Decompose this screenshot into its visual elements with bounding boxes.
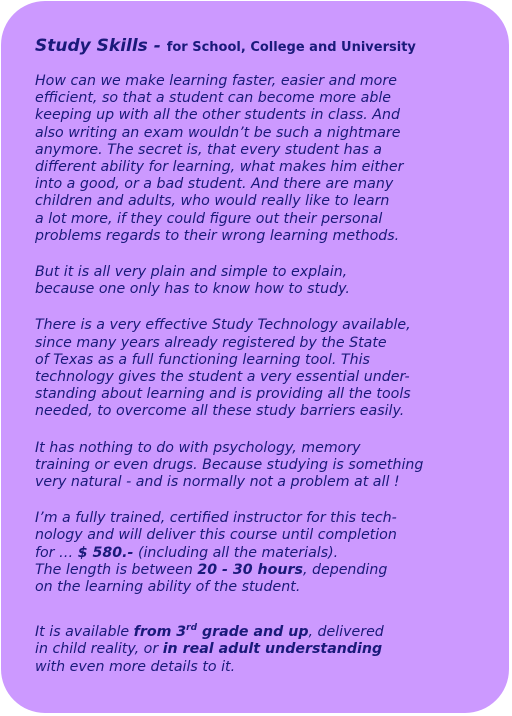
offer-text-3: , depending on the learning ability of the student. xyxy=(35,561,388,596)
grade-level-end: grade and up xyxy=(197,624,309,641)
grade-level-ordinal: rd xyxy=(186,623,198,634)
simple-explanation-paragraph: But it is all very plain and simple to explain, because one only has to know how to study. xyxy=(35,264,350,298)
availability-text-2: , delivered in child reality, or xyxy=(35,624,384,658)
study-skills-card xyxy=(1,1,509,713)
grade-level xyxy=(134,624,309,640)
page-title xyxy=(35,35,487,59)
availability-text-3: with even more details to it. xyxy=(35,658,236,675)
intro-paragraph: How can we make learning faster, easier and more efficient, so that a student can become more able keeping up with all the other students in class. And also writing an exam wouldn’t be such a nightmare anymore. The secret is, that every student has a different ability for learning, what makes him either into a good, or a bad student. And there are many children and adults, who would really like to learn a lot more, if they could figure out their personal problems regards to their wrong learning methods. xyxy=(35,73,404,244)
adult-understanding: in real adult understanding xyxy=(162,641,383,658)
course-price: $ 580.- xyxy=(77,544,134,561)
title-subtitle: for School, College and University xyxy=(166,40,416,55)
title-main: Study Skills - xyxy=(35,36,167,56)
offer-text-2: (including all the materials). The length is between xyxy=(35,544,339,578)
natural-studying-paragraph: It has nothing to do with psychology, memory training or even drugs. Because studying is something very natural - and is normally not a problem at all ! xyxy=(35,439,424,491)
offer-text-1: I’m a fully trained, certified instructor for this tech- nology and will deliver this course until completion for … xyxy=(35,510,397,561)
availability-paragraph xyxy=(35,624,487,676)
course-offer-paragraph xyxy=(35,510,487,596)
study-technology-paragraph: There is a very effective Study Technology available, since many years already registered by the State of Texas as a full functioning learning tool. This technology gives the student a very essential under- standing about learning and is providing all the tools needed, to overcome all these study barriers easily. xyxy=(35,317,411,420)
availability-text-1: It is available xyxy=(35,624,134,641)
grade-level-start: from 3 xyxy=(133,624,187,641)
course-length: 20 - 30 hours xyxy=(197,561,303,578)
